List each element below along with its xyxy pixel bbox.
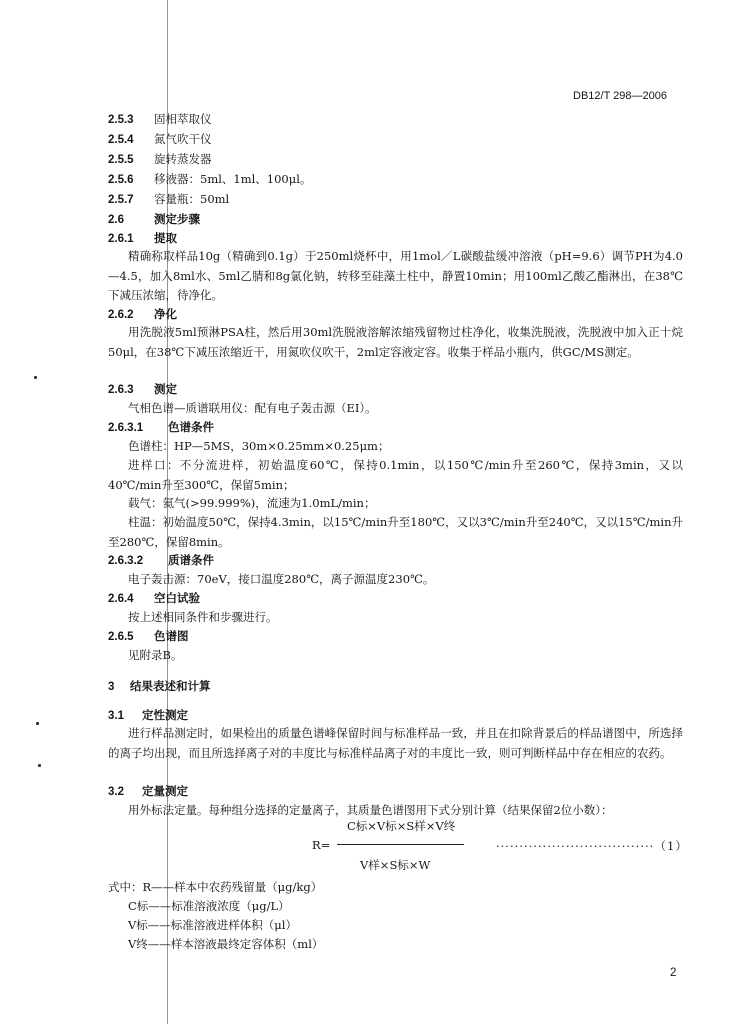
scan-speck [38, 764, 41, 767]
list-item: 2.5.7 容量瓶：50ml [108, 192, 230, 206]
list-item: 2.5.6 移液器：5ml、1ml、100μl。 [108, 172, 312, 186]
section-heading: 2.6.1 提取 [108, 231, 177, 245]
scan-speck [34, 376, 37, 379]
paragraph: 按上述相同条件和步骤进行。 [128, 610, 278, 624]
fraction-bar [337, 844, 464, 845]
paragraph: 气相色谱—质谱联用仪：配有电子轰击源（EI）。 [128, 401, 377, 415]
scan-speck [36, 722, 39, 725]
section-heading: 2.6.2 净化 [108, 307, 177, 321]
list-item: 2.5.4 氮气吹干仪 [108, 132, 212, 146]
paragraph: 色谱柱：HP—5MS，30m×0.25mm×0.25μm； [128, 439, 390, 453]
formula-numerator: C标×V标×S样×V终 [347, 819, 456, 833]
formula-denominator: V样×S标×W [360, 858, 431, 872]
formula-lhs: R= [312, 838, 331, 852]
paragraph: 用洗脱液5ml预淋PSA柱，然后用30ml洗脱液溶解浓缩残留物过柱净化，收集洗脱液，洗脱液中加入正十烷50μl，在38℃下减压浓缩近干，用氮吹仪吹干，2ml定容液定容。收集于样品小瓶内，供GC/MS测定。 [108, 325, 683, 359]
legend-item: V标——标准溶液进样体积（μl） [128, 918, 297, 932]
paragraph: 载气：氦气(>99.999%)，流速为1.0mL/min； [128, 496, 376, 510]
paragraph: 进行样品测定时，如果检出的质量色谱峰保留时间与标准样品一致，并且在扣除背景后的样品谱图中，所选择的离子均出现，而且所选择离子对的丰度比与标准样品离子对的丰度比一致，则可判断样品中存在相应的农药。 [108, 726, 683, 760]
section-heading: 2.6.4 空白试验 [108, 591, 200, 605]
section-heading: 2.6.5 色谱图 [108, 629, 189, 643]
standard-code: DB12/T 298—2006 [573, 90, 667, 102]
paragraph: 进样口：不分流进样，初始温度60℃，保持0.1min，以150℃/min升至260℃，保持3min，又以40℃/min升至300℃，保留5min； [108, 458, 683, 492]
paragraph: 见附录B。 [128, 648, 183, 662]
page-number: 2 [670, 967, 677, 979]
section-heading: 3.1 定性测定 [108, 708, 188, 722]
section-heading: 2.6.3.2 质谱条件 [108, 553, 214, 567]
list-item: 2.5.3 固相萃取仪 [108, 112, 212, 126]
paragraph: 精确称取样品10g（精确到0.1g）于250ml烧杯中，用1mol／L碳酸盐缓冲溶液（pH=9.6）调节PH为4.0—4.5，加入8ml水、5ml乙腈和8g氯化钠，转移至硅藻土柱中，静置10min；用100ml乙酸乙酯淋出，在38℃下减压浓缩，待净化。 [108, 249, 683, 302]
paragraph: 柱温：初始温度50℃，保持4.3min，以15℃/min升至180℃，又以3℃/min升至240℃，又以15℃/min升至280℃，保留8min。 [108, 515, 683, 549]
section-heading: 3 结果表述和计算 [108, 679, 211, 693]
section-heading: 3.2 定量测定 [108, 784, 188, 798]
formula-leader: ·································· （1） [496, 839, 688, 853]
legend-item: C标——标准溶液浓度（μg/L） [128, 899, 290, 913]
paragraph: 用外标法定量。每种组分选择的定量离子，其质量色谱图用下式分别计算（结果保留2位小数）： [128, 803, 613, 817]
section-heading: 2.6.3.1 色谱条件 [108, 420, 214, 434]
legend-item: V终——样本溶液最终定容体积（ml） [128, 937, 324, 951]
list-item: 2.5.5 旋转蒸发器 [108, 152, 212, 166]
section-heading: 2.6.3 测定 [108, 382, 177, 396]
section-heading: 2.6 测定步骤 [108, 212, 200, 226]
paragraph: 电子轰击源：70eV，接口温度280℃，离子源温度230℃。 [128, 572, 435, 586]
formula-legend: 式中：R——样本中农药残留量（μg/kg） [108, 880, 323, 894]
